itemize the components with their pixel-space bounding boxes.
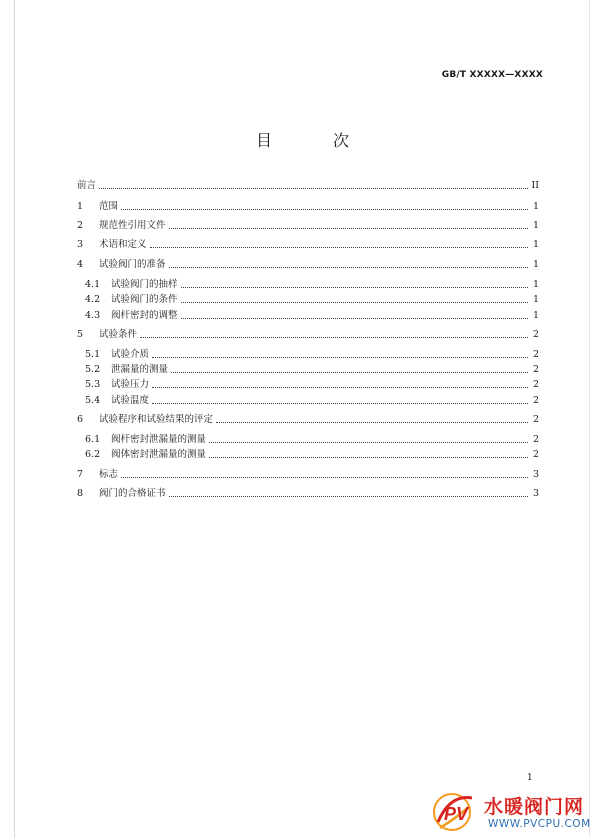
toc-entry-number: 3: [77, 239, 84, 250]
toc-entry-number: 5.4: [85, 395, 101, 406]
toc-entry-page: 1: [532, 201, 539, 212]
toc-leader-dots: [121, 476, 528, 478]
toc-entry-number: 2: [77, 220, 84, 231]
toc-entry-label: 阀杆密封的调整: [111, 310, 178, 321]
toc-entry-label: 泄漏量的测量: [111, 364, 169, 375]
page-number: 1: [527, 773, 533, 783]
toc-entry-page: 2: [532, 395, 539, 406]
toc-entry[interactable]: [85, 430, 539, 446]
pv-logo-icon: [430, 788, 478, 836]
toc-entry[interactable]: [77, 176, 539, 192]
toc-entry-label: 术语和定义: [99, 239, 147, 250]
toc-entry-number: 5.1: [85, 349, 101, 360]
toc-entry-number: 4.3: [85, 310, 101, 321]
toc-title: 目 次: [255, 131, 378, 150]
toc-entry-label: 标志: [99, 469, 119, 480]
toc-entry-page: 1: [532, 294, 539, 305]
toc-entry-page: II: [531, 180, 539, 191]
toc-leader-dots: [152, 402, 528, 404]
toc-entry[interactable]: [77, 484, 539, 500]
toc-entry-label: 范围: [99, 201, 119, 212]
toc-entry-number: 6.2: [85, 449, 101, 460]
toc-leader-dots: [169, 227, 528, 229]
watermark-brand: 水暖阀门网: [484, 796, 585, 818]
toc-entry[interactable]: [85, 360, 539, 376]
toc-entry[interactable]: [85, 275, 539, 291]
logo-letters: PV: [444, 804, 469, 824]
toc-entry[interactable]: [77, 325, 539, 341]
toc-entry-label: 阀杆密封泄漏量的测量: [111, 434, 207, 445]
toc-entry-page: 2: [532, 329, 539, 340]
toc-entry-number: 5.2: [85, 364, 101, 375]
toc-entry-label: 试验程序和试验结果的评定: [99, 414, 214, 425]
toc-entry-page: 2: [532, 349, 539, 360]
toc-entry-page: 3: [532, 469, 539, 480]
toc-entry[interactable]: [77, 235, 539, 251]
toc-leader-dots: [169, 495, 528, 497]
toc-entry-number: 7: [77, 469, 84, 480]
toc-entry[interactable]: [77, 216, 539, 232]
toc-entry[interactable]: [77, 197, 539, 213]
toc-entry-number: 4: [77, 259, 84, 270]
toc-entry-label: 阀门的合格证书: [99, 488, 166, 499]
toc-entry[interactable]: [85, 345, 539, 361]
toc-entry-number: 6: [77, 414, 84, 425]
toc-entry-label: 试验介质: [111, 349, 150, 360]
toc-leader-dots: [209, 441, 528, 443]
toc-leader-dots: [181, 301, 528, 303]
toc-entry-number: 6.1: [85, 434, 101, 445]
toc-entry[interactable]: [85, 445, 539, 461]
toc-entry-label: 试验压力: [111, 379, 150, 390]
toc-leader-dots: [121, 208, 528, 210]
toc-entry-label: 试验条件: [99, 329, 138, 340]
toc-entry-page: 1: [532, 259, 539, 270]
toc-entry-label: 前言: [77, 180, 97, 191]
toc-entry[interactable]: [77, 255, 539, 271]
toc-leader-dots: [150, 246, 528, 248]
toc-entry-page: 1: [532, 310, 539, 321]
watermark: [430, 788, 605, 838]
toc-entry[interactable]: [85, 306, 539, 322]
toc-leader-dots: [152, 356, 528, 358]
toc-leader-dots: [169, 266, 528, 268]
toc-leader-dots: [216, 421, 528, 423]
toc-leader-dots: [99, 187, 528, 189]
toc-entry-page: 2: [532, 379, 539, 390]
toc-entry[interactable]: [77, 465, 539, 481]
toc-entry-number: 4.2: [85, 294, 101, 305]
toc-entry-page: 1: [532, 239, 539, 250]
toc-entry[interactable]: [85, 391, 539, 407]
toc-leader-dots: [209, 456, 528, 458]
toc-leader-dots: [152, 386, 528, 388]
toc-entry-page: 1: [532, 220, 539, 231]
toc-entry-label: 试验阀门的抽样: [111, 279, 178, 290]
toc-entry-page: 2: [532, 434, 539, 445]
toc-entry-number: 8: [77, 488, 84, 499]
toc-entry-page: 2: [532, 449, 539, 460]
toc-entry-label: 试验温度: [111, 395, 150, 406]
toc-entry[interactable]: [85, 290, 539, 306]
toc-leader-dots: [140, 336, 528, 338]
toc-entry-label: 阀体密封泄漏量的测量: [111, 449, 207, 460]
toc-entry-number: 4.1: [85, 279, 101, 290]
toc-entry-number: 5: [77, 329, 84, 340]
toc-entry-page: 2: [532, 364, 539, 375]
toc-entry-number: 5.3: [85, 379, 101, 390]
toc-entry-page: 3: [532, 488, 539, 499]
toc-entry[interactable]: [85, 375, 539, 391]
toc-entry-label: 试验阀门的准备: [99, 259, 166, 270]
document-code: GB/T XXXXX—XXXX: [441, 70, 543, 80]
toc-leader-dots: [171, 371, 528, 373]
toc-leader-dots: [181, 286, 528, 288]
toc-entry-page: 1: [532, 279, 539, 290]
watermark-url: WWW.PVCPU.COM: [488, 818, 591, 830]
toc-entry-label: 试验阀门的条件: [111, 294, 178, 305]
toc-entry-number: 1: [77, 201, 84, 212]
toc-leader-dots: [181, 317, 528, 319]
toc-entry-label: 规范性引用文件: [99, 220, 166, 231]
toc-entry[interactable]: [77, 410, 539, 426]
toc-entry-page: 2: [532, 414, 539, 425]
